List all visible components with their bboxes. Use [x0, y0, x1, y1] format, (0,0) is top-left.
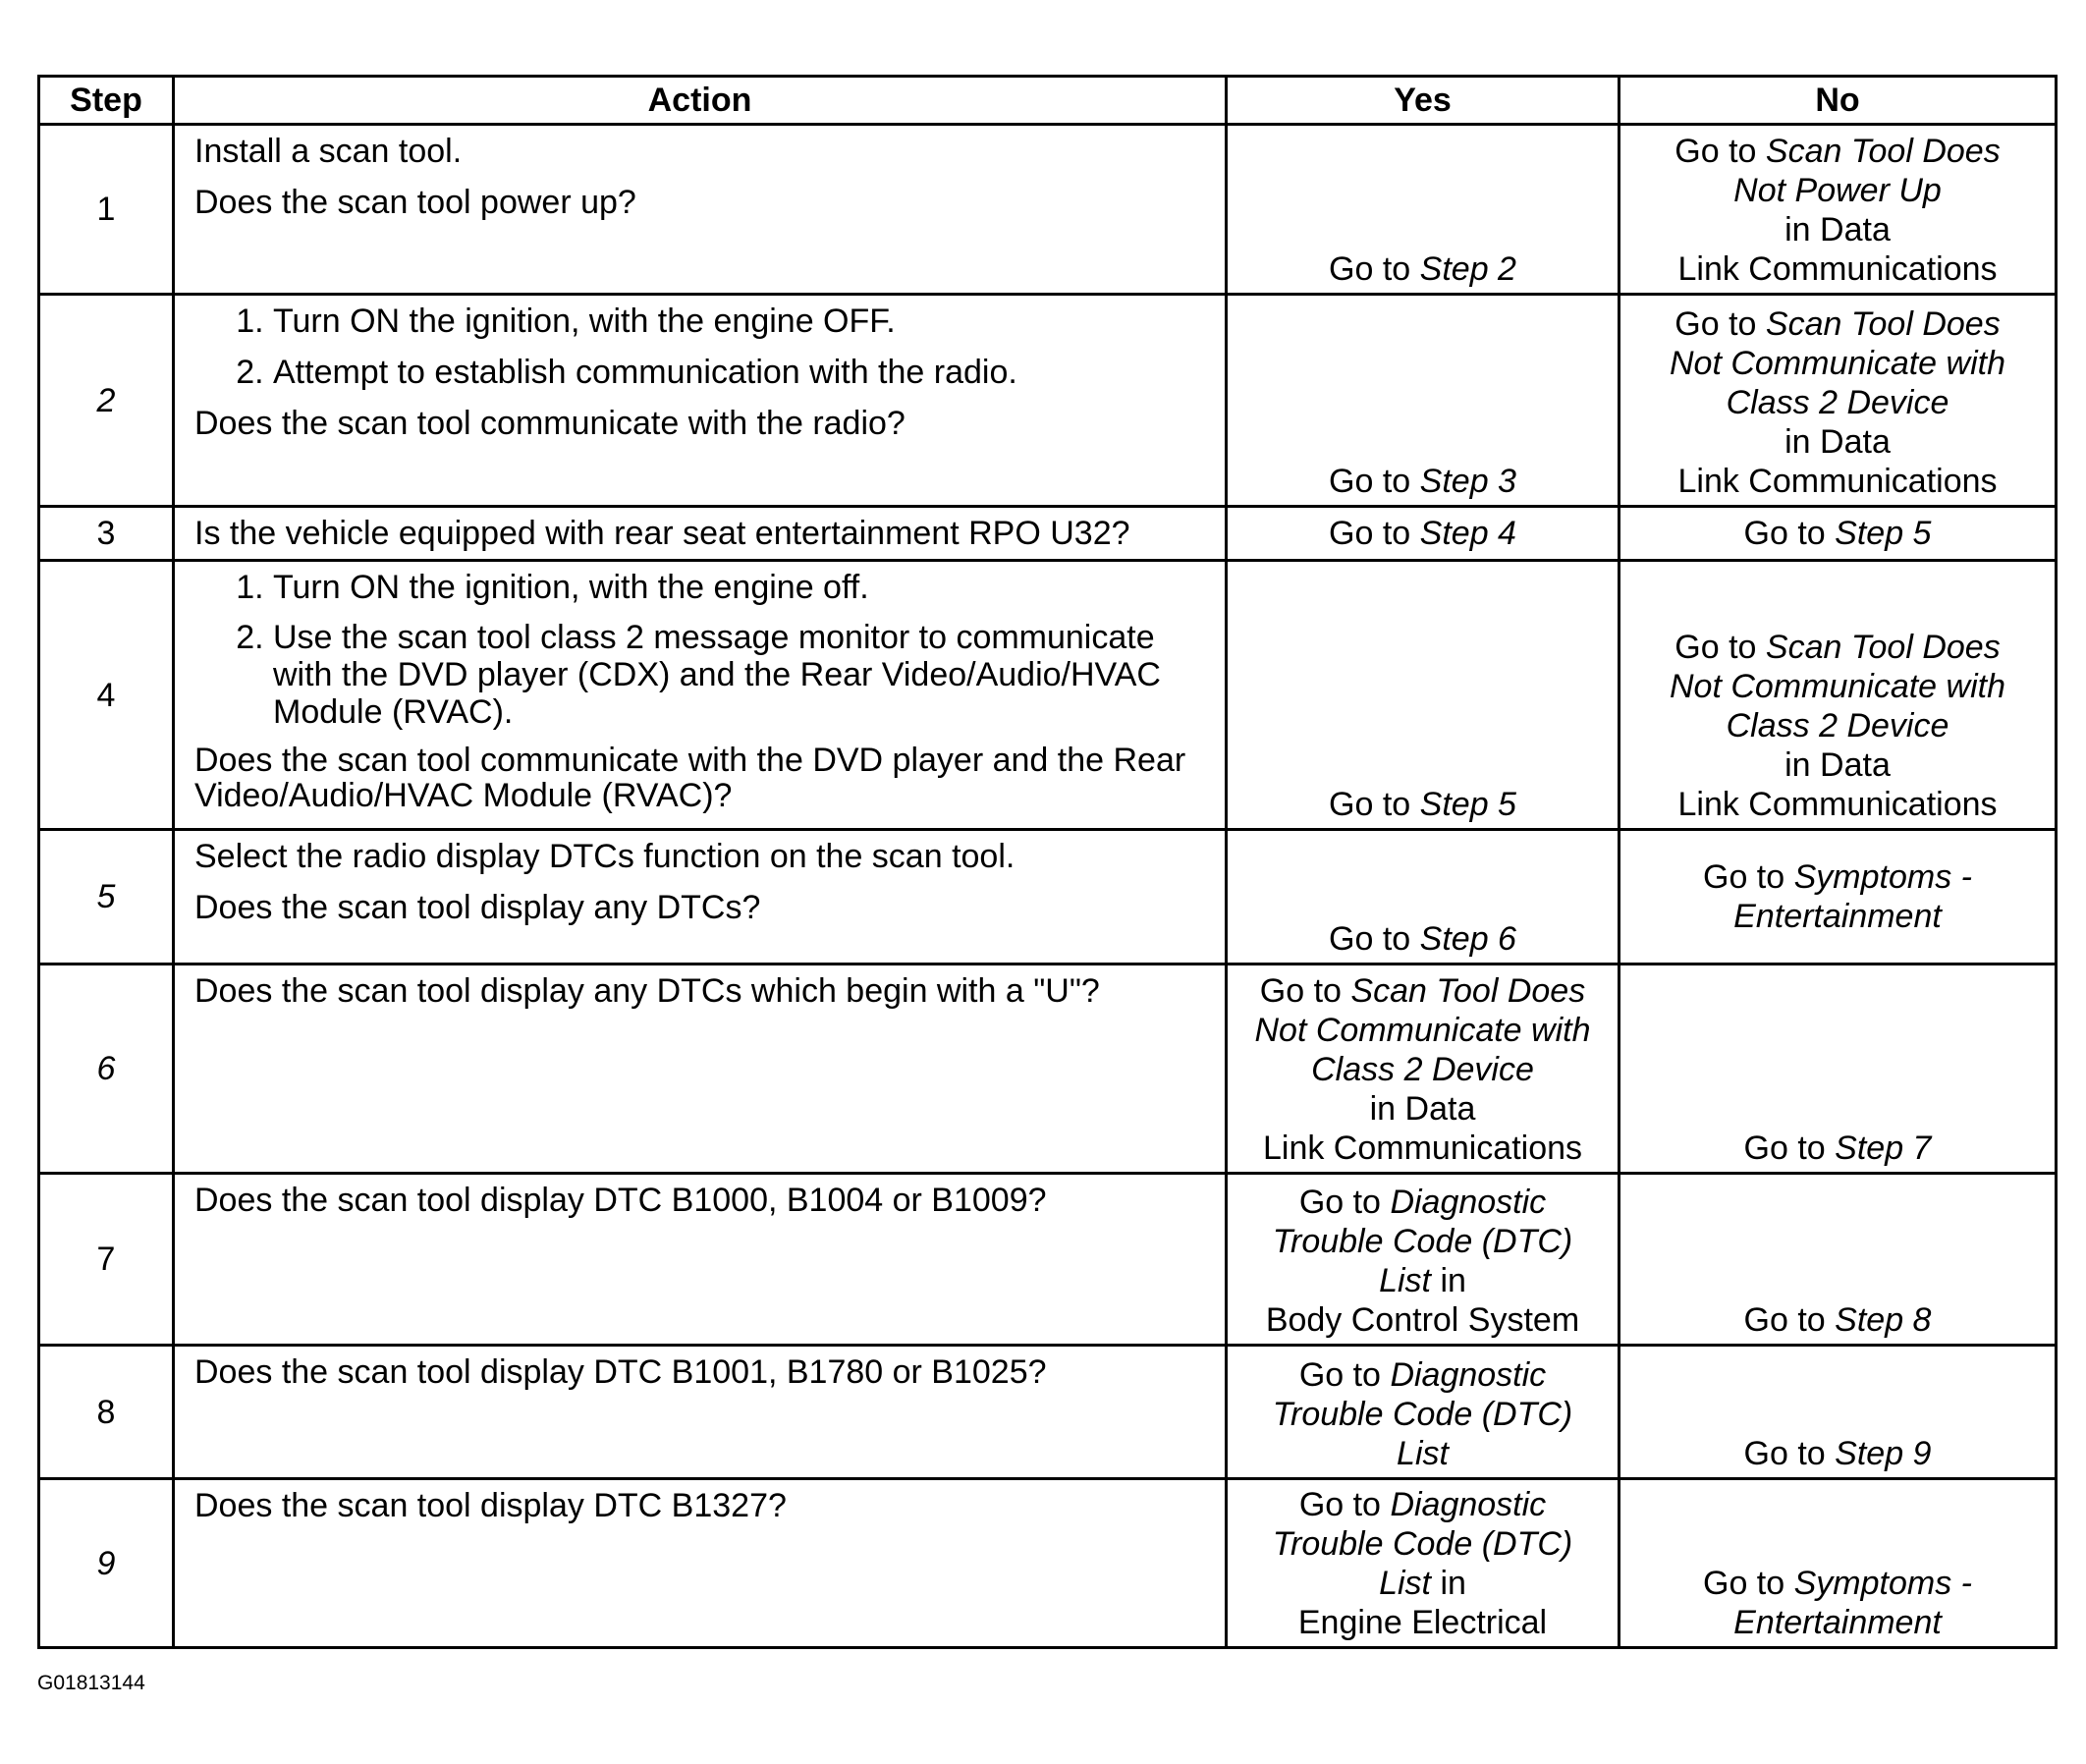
step-number: 4: [39, 561, 174, 830]
action-question: Does the scan tool power up?: [194, 184, 636, 221]
header-step: Step: [39, 77, 174, 125]
yes-ref: Step 4: [1419, 515, 1516, 552]
action-cell: [174, 1346, 1227, 1479]
step-number: 9: [39, 1479, 174, 1648]
figure-code: G01813144: [37, 1672, 145, 1694]
table-row: [39, 830, 2057, 965]
yes-prefix: Go to: [1329, 515, 1411, 552]
no-cell: [1619, 125, 2057, 295]
no-ref: Class 2 Device: [1726, 384, 1949, 421]
yes-ref: List: [1397, 1435, 1449, 1472]
yes-suffix: in Data: [1369, 1090, 1476, 1128]
yes-suffix: Engine Electrical: [1297, 1604, 1548, 1641]
yes-ref: List: [1379, 1565, 1431, 1602]
yes-prefix: Go to: [1329, 250, 1411, 288]
yes-suffix: in: [1440, 1262, 1466, 1299]
action-line: Select the radio display DTCs function on the scan tool.: [194, 838, 1016, 875]
yes-ref: Step 3: [1419, 463, 1516, 500]
action-question: Is the vehicle equipped with rear seat entertainment RPO U32?: [194, 515, 1130, 552]
yes-ref: Scan Tool Does: [1350, 972, 1586, 1010]
action-cell: [174, 561, 1227, 830]
no-prefix: Go to: [1703, 858, 1785, 896]
no-cell: [1619, 507, 2057, 561]
no-prefix: Go to: [1743, 1435, 1826, 1472]
no-ref: Not Communicate with: [1669, 668, 2005, 705]
no-ref: Entertainment: [1733, 1604, 1942, 1641]
no-cell: [1619, 561, 2057, 830]
step-number: 3: [39, 507, 174, 561]
no-cell: [1619, 1346, 2057, 1479]
step-number: 7: [39, 1174, 174, 1346]
no-suffix: in Data: [1784, 746, 1891, 784]
yes-ref: Trouble Code (DTC): [1272, 1223, 1573, 1260]
action-question: Does the scan tool communicate with the radio?: [194, 405, 906, 442]
action-question: Does the scan tool display any DTCs which begin with a "U"?: [194, 972, 1100, 1010]
yes-ref: Diagnostic: [1390, 1486, 1547, 1523]
no-prefix: Go to: [1703, 1565, 1785, 1602]
yes-ref: Trouble Code (DTC): [1272, 1525, 1573, 1563]
no-ref: Scan Tool Does: [1765, 133, 2001, 170]
yes-cell: [1227, 1174, 1619, 1346]
action-cell: [174, 965, 1227, 1174]
yes-suffix: Link Communications: [1262, 1130, 1583, 1167]
table-row: [39, 125, 2057, 295]
no-ref: Class 2 Device: [1726, 707, 1949, 744]
step-number: 6: [39, 965, 174, 1174]
table-row: [39, 1346, 2057, 1479]
yes-ref: Class 2 Device: [1311, 1051, 1534, 1088]
no-suffix: in Data: [1784, 211, 1891, 248]
action-steps-list: [194, 302, 1209, 392]
action-question: Does the scan tool display DTC B1001, B1780 or B1025?: [194, 1353, 1047, 1391]
no-ref: Step 7: [1835, 1130, 1932, 1167]
action-step: 1. Turn ON the ignition, with the engine off.: [273, 568, 1209, 607]
yes-ref: Step 6: [1419, 920, 1516, 958]
yes-ref: Step 2: [1419, 250, 1516, 288]
step-number: 8: [39, 1346, 174, 1479]
yes-prefix: Go to: [1298, 1184, 1381, 1221]
action-step: 2. Use the scan tool class 2 message monitor to communicate with the DVD player (CDX) and the Rear Video/Audio/HVAC Module (RVAC).: [273, 619, 1209, 731]
yes-prefix: Go to: [1329, 920, 1411, 958]
no-ref: Entertainment: [1733, 898, 1942, 935]
no-prefix: Go to: [1674, 305, 1757, 343]
action-cell: [174, 295, 1227, 507]
action-line: Install a scan tool.: [194, 133, 463, 170]
no-ref: Not Communicate with: [1669, 345, 2005, 382]
no-suffix: Link Communications: [1677, 250, 1998, 288]
table-row: [39, 507, 2057, 561]
no-prefix: Go to: [1674, 629, 1757, 666]
yes-cell: [1227, 830, 1619, 965]
yes-prefix: Go to: [1298, 1486, 1381, 1523]
no-ref: Step 5: [1835, 515, 1932, 552]
yes-ref: Trouble Code (DTC): [1272, 1396, 1573, 1433]
yes-cell: [1227, 125, 1619, 295]
no-prefix: Go to: [1743, 1301, 1826, 1339]
action-cell: [174, 830, 1227, 965]
no-prefix: Go to: [1743, 515, 1826, 552]
yes-cell: [1227, 507, 1619, 561]
action-cell: [174, 507, 1227, 561]
table-row: [39, 965, 2057, 1174]
step-number: 2: [39, 295, 174, 507]
table-row: [39, 1479, 2057, 1648]
no-ref: Scan Tool Does: [1765, 305, 2001, 343]
diagnostic-table: [37, 75, 2058, 1649]
action-step: 2. Attempt to establish communication with the radio.: [273, 353, 1209, 392]
yes-prefix: Go to: [1259, 972, 1342, 1010]
yes-ref: List: [1379, 1262, 1431, 1299]
no-ref: Not Power Up: [1733, 172, 1942, 209]
no-prefix: Go to: [1674, 133, 1757, 170]
no-ref: Step 8: [1835, 1301, 1932, 1339]
yes-cell: [1227, 561, 1619, 830]
action-question: Does the scan tool display DTC B1000, B1004 or B1009?: [194, 1182, 1047, 1219]
action-question: Does the scan tool display DTC B1327?: [194, 1487, 787, 1524]
no-ref: Symptoms -: [1793, 858, 1972, 896]
no-cell: [1619, 295, 2057, 507]
header-no: No: [1619, 77, 2057, 125]
yes-suffix: in: [1440, 1565, 1466, 1602]
yes-cell: [1227, 1479, 1619, 1648]
yes-prefix: Go to: [1329, 786, 1411, 823]
action-step: 1. Turn ON the ignition, with the engine OFF.: [273, 302, 1209, 341]
no-suffix: Link Communications: [1677, 463, 1998, 500]
no-suffix: Link Communications: [1677, 786, 1998, 823]
table-row: [39, 295, 2057, 507]
yes-cell: [1227, 1346, 1619, 1479]
yes-cell: [1227, 965, 1619, 1174]
action-steps-list: [194, 568, 1209, 731]
yes-suffix: Body Control System: [1265, 1301, 1580, 1339]
action-cell: [174, 1174, 1227, 1346]
table-row: [39, 561, 2057, 830]
no-ref: Step 9: [1835, 1435, 1932, 1472]
step-number: 5: [39, 830, 174, 965]
no-ref: Scan Tool Does: [1765, 629, 2001, 666]
no-cell: [1619, 1174, 2057, 1346]
step-number: 1: [39, 125, 174, 295]
yes-cell: [1227, 295, 1619, 507]
yes-ref: Not Communicate with: [1254, 1012, 1591, 1049]
yes-ref: Diagnostic: [1390, 1184, 1547, 1221]
no-prefix: Go to: [1743, 1130, 1826, 1167]
yes-prefix: Go to: [1298, 1356, 1381, 1394]
action-cell: [174, 125, 1227, 295]
yes-ref: Diagnostic: [1390, 1356, 1547, 1394]
action-question: Does the scan tool display any DTCs?: [194, 889, 761, 926]
no-cell: [1619, 965, 2057, 1174]
table-row: [39, 1174, 2057, 1346]
no-cell: [1619, 1479, 2057, 1648]
action-cell: [174, 1479, 1227, 1648]
no-ref: Symptoms -: [1793, 1565, 1972, 1602]
header-row: [39, 77, 2057, 125]
yes-ref: Step 5: [1419, 786, 1516, 823]
header-yes: Yes: [1227, 77, 1619, 125]
no-suffix: in Data: [1784, 423, 1891, 461]
header-action: Action: [174, 77, 1227, 125]
yes-prefix: Go to: [1329, 463, 1411, 500]
no-cell: [1619, 830, 2057, 965]
action-question: Does the scan tool communicate with the DVD player and the Rear Video/Audio/HVAC Module (RVAC)?: [194, 742, 1186, 814]
